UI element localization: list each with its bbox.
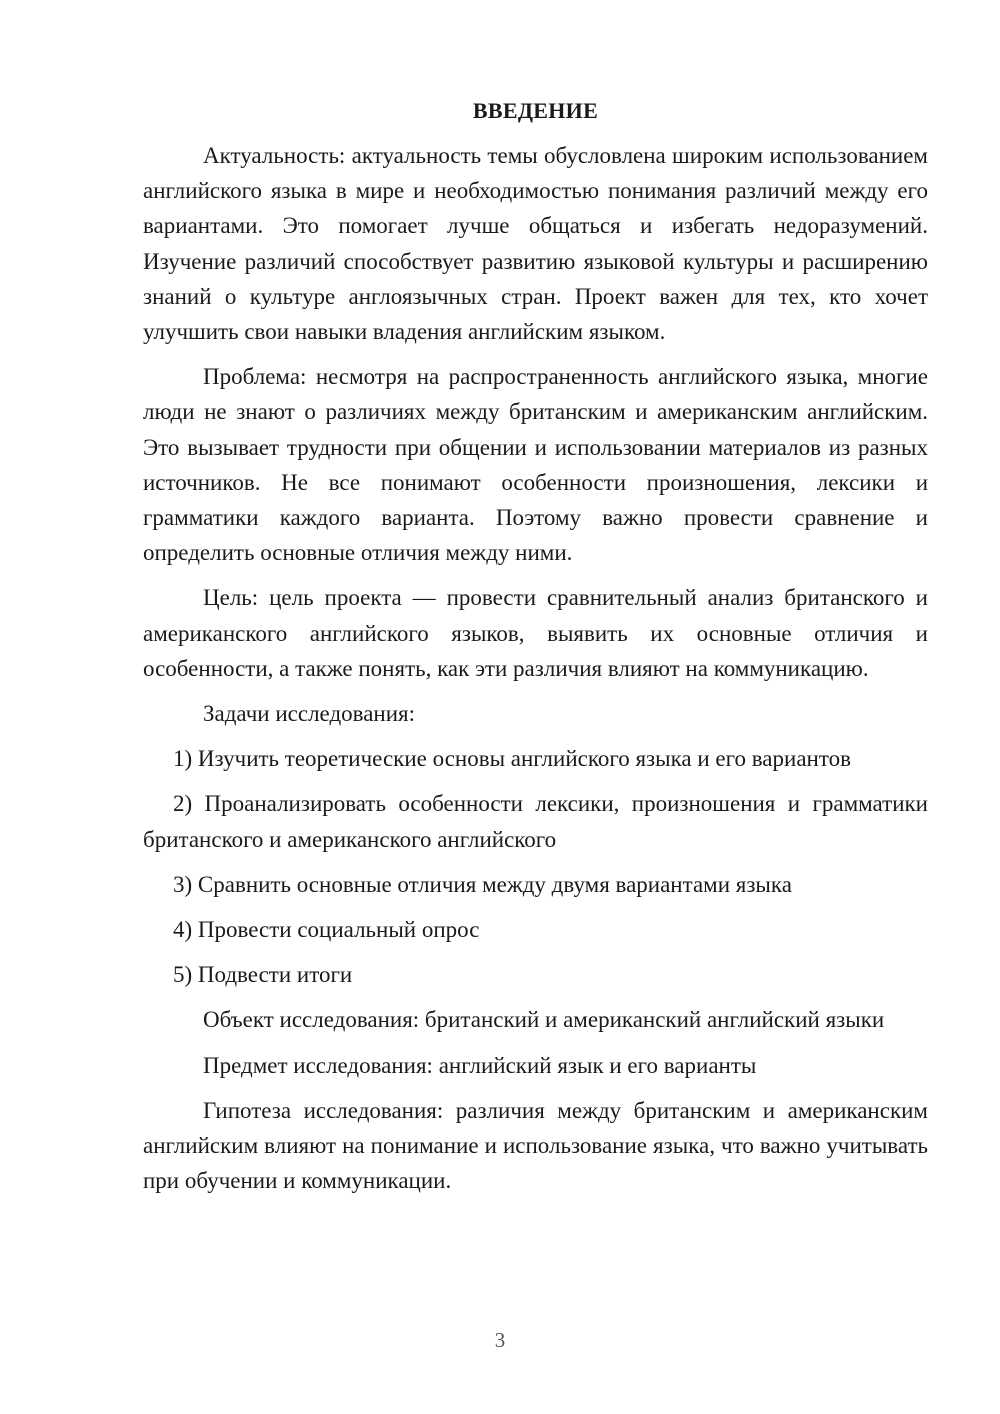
- section-title: ВВЕДЕНИЕ: [472, 98, 599, 123]
- task-item-4: 4) Провести социальный опрос: [173, 917, 480, 943]
- document-body: [143, 93, 928, 1208]
- page-number: 3: [494, 1328, 506, 1352]
- paragraph-goal: Цель: цель проекта — провести сравнительный анализ британского и американского английского языков, выявить их основные отличия и особенности, а также понять, как эти различия влияют на коммуникацию.: [143, 585, 928, 681]
- task-item-3: 3) Сравнить основные отличия между двумя вариантами языка: [173, 871, 792, 897]
- paragraph-subject: Предмет исследования: английский язык и его варианты: [203, 1052, 757, 1078]
- paragraph-problem: Проблема: несмотря на распространенность английского языка, многие люди не знают о различиях между британским и американским английским. Это вызывает трудности при общении и использовании материалов из разных источников. Не все понимают особенности произношения, лексики и грамматики каждого варианта. Поэтому важно провести сравнение и определить основные отличия между ними.: [143, 364, 928, 566]
- paragraph-hypothesis: Гипотеза исследования: различия между британским и американским английским влияют на понимание и использование языка, что важно учитывать при обучении и коммуникации.: [143, 1097, 928, 1194]
- paragraph-relevance: Актуальность: актуальность темы обусловлена широким использованием английского языка в мире и необходимостью понимания различий между его вариантами. Это помогает лучше общаться и избегать недоразумений. Изучение различий способствует развитию языковой культуры и расширению знаний о культуре англоязычных стран. Проект важен для тех, кто хочет улучшить свои навыки владения английским языком.: [143, 143, 928, 345]
- paragraph-object: Объект исследования: британский и американский английский языки: [203, 1007, 885, 1033]
- task-item-2: 2) Проанализировать особенности лексики, произношения и грамматики британского и американского английского: [143, 791, 928, 852]
- task-item-5: 5) Подвести итоги: [173, 962, 353, 988]
- tasks-heading: Задачи исследования:: [203, 701, 416, 727]
- task-item-1: 1) Изучить теоретические основы английского языка и его вариантов: [173, 746, 851, 772]
